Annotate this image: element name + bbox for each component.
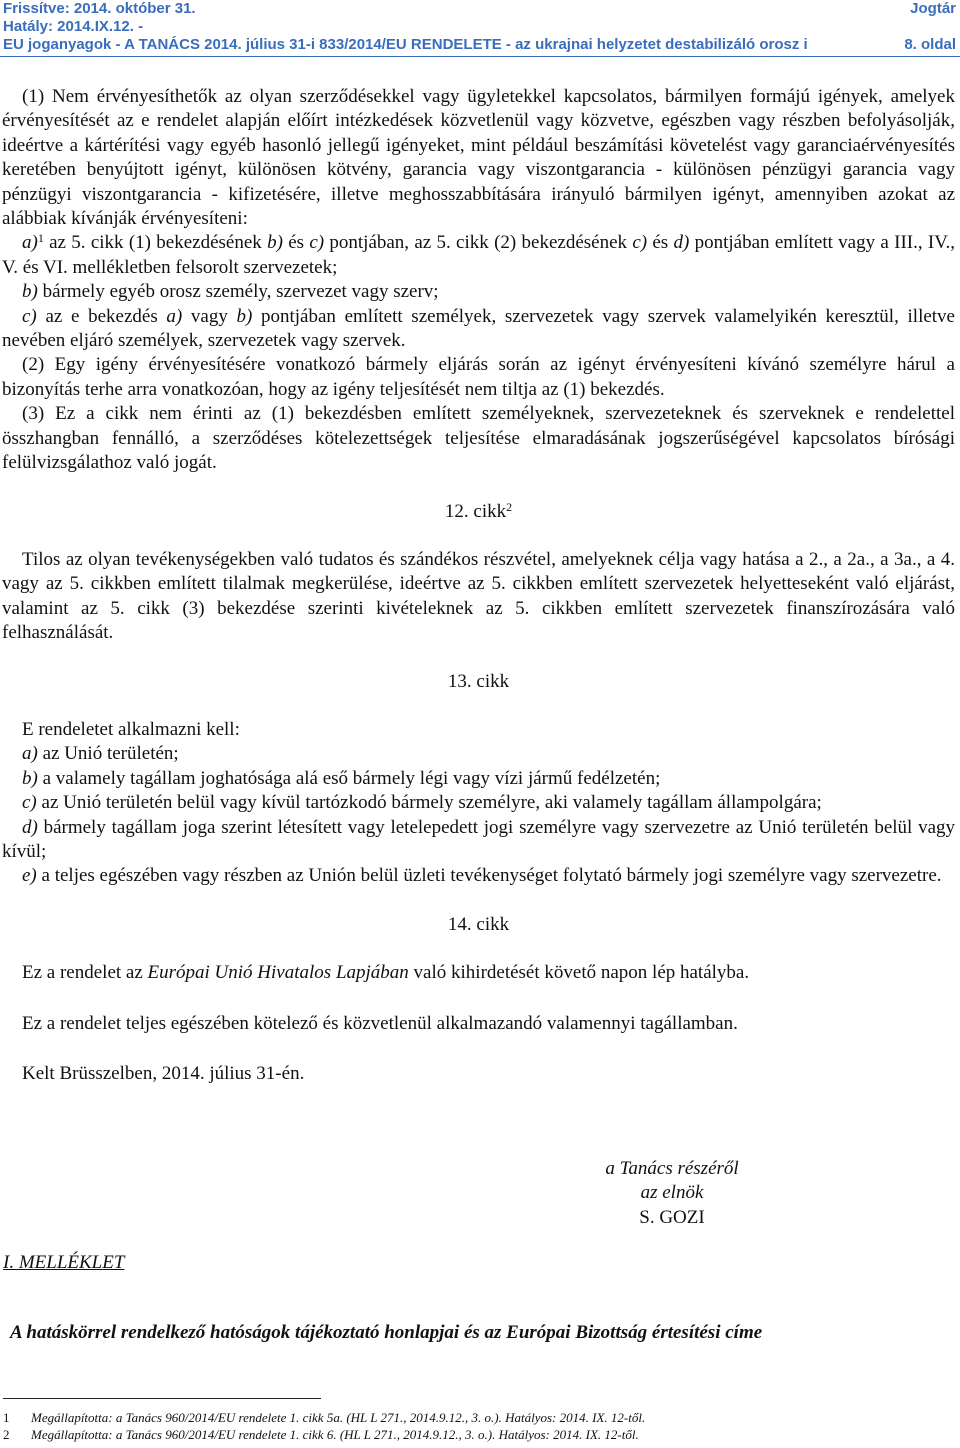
article-13-item-e: e) a teljes egészében vagy részben az Unión belül üzleti tevékenységet folytató bármely jogi személyre vagy szervezetre. [22, 865, 942, 887]
signatory-name: S. GOZI [639, 1206, 705, 1228]
article-14-paragraph-2: Ez a rendelet teljes egészében kötelező és közvetlenül alkalmazandó valamennyi tagállamban. [22, 1012, 738, 1034]
signature-role: a Tanács részéről [605, 1158, 739, 1179]
article-14-paragraph-1: Ez a rendelet az Európai Unió Hivatalos Lapjában való kihirdetését követő napon lép hatályba. [22, 962, 750, 984]
article-13-item-b: b) a valamely tagállam joghatósága alá eső bármely légi vagy vízi jármű fedélzetén; [22, 767, 661, 789]
article-13-item-c: c) az Unió területén belül vagy kívül tartózkodó bármely személyre, aki valamely tagállam állampolgára; [22, 792, 822, 814]
header-divider [0, 56, 960, 57]
article-11-paragraph-2: (2) Egy igény érvényesítésére vonatkozó bármely eljárás során az igényt érvényesíteni kívánó személyre hárul a bizonyítás terhe arra vonatkozóan, hogy az igény teljesítését nem tiltja az (1) bekezdés. [2, 354, 955, 400]
article-13-intro: E rendeletet alkalmazni kell: [22, 718, 240, 740]
article-11-item-c: c) az e bekezdés a) vagy b) pontjában említett személyek, szervezetek vagy szervek valamelyikén keresztül, illetve nevében eljáró személyek, szervezetek vagy szervek. [2, 305, 955, 352]
article-12-text: Tilos az olyan tevékenységekben való tudatos és szándékos részvétel, amelyeknek célja vagy hatása a 2., a 2a., a 3a., a 4. vagy az 5. cikkben említett tilalmak megkerülése, ideértve az 5. cikkben említett szervezetek helyetteseként való eljárást, valamint az 5. cikk (3) bekezdése szerinti kivételeknek az 5. cikkben említett szervezetek finanszírozására való felhasználását. [2, 548, 955, 644]
article-13-heading: 13. cikk [447, 670, 510, 692]
publisher-name: Jogtár [910, 0, 956, 17]
page-number: 8. oldal [904, 36, 956, 53]
article-11-item-b: b) bármely egyéb orosz személy, szervezet vagy szerv; [22, 281, 439, 303]
footnote-1: 1 Megállapította: a Tanács 960/2014/EU rendelete 1. cikk 5a. (HL L 271., 2014.9.12., 3. o.). Hatályos: 2014. IX. 12-től. [3, 1410, 646, 1425]
article-11-item-a: a)$^1$ az 5. cikk (1) bekezdésének b) és c) pontjában, az 5. cikk (2) bekezdésének c) és d) pontjában említett vagy a III., IV., V. és VI. mellékletben felsorolt szervezetek; [2, 231, 956, 278]
signature-title: az elnök [640, 1182, 704, 1204]
article-13-item-a: a) az Unió területén; [22, 743, 179, 765]
footnote-divider [3, 1398, 321, 1399]
document-title-line: EU joganyagok - A TANÁCS 2014. július 31-i 833/2014/EU RENDELETE - az ukrajnai helyzetet destabilizáló orosz i [3, 36, 808, 53]
article-13-item-d: d) bármely tagállam joga szerint létesített vagy letelepedett jogi személyre vagy szervezetre az Unió területén belül vagy kívül; [2, 816, 955, 862]
article-11-paragraph-3: (3) Ez a cikk nem érinti az (1) bekezdésben említett személyeknek, szervezeteknek és szerveknek e rendelettel összhangban fennálló, a szerződéses kötelezettségek teljesítése elmaradásának jogszerűségével kapcsolatos bírósági felülvizsgálathoz való jogát. [2, 403, 955, 474]
document-body [2, 85, 955, 1086]
effective-date: Hatály: 2014.IX.12. - [3, 18, 144, 35]
annex-label[interactable]: I. MELLÉKLET [3, 1252, 125, 1273]
article-12-heading: 12. cikk$^2$ [444, 499, 513, 522]
signature-block [582, 1157, 762, 1230]
annex-title: A hatáskörrel rendelkező hatóságok tájékoztató honlapjai és az Európai Bizottság értesítési címe [10, 1322, 763, 1343]
footnote-2: 2 Megállapította: a Tanács 960/2014/EU rendelete 1. cikk 6. (HL L 271., 2014.9.12., 3. o.). Hatályos: 2014. IX. 12-től. [3, 1427, 639, 1442]
article-11-paragraph-1: (1) Nem érvényesíthetők az olyan szerződésekkel vagy ügyletekkel kapcsolatos, bármilyen formájú igények, amelyek érvényesítését az e rendelet alapján előírt intézkedések közvetlenül vagy közvetve, egészben vagy részben befolyásolják, ideértve a kártérítési vagy egyéb hasonló jellegű igényeket, mint például beszámítási követelést vagy garanciaérvényesítés keretében benyújtott igényt, különösen kötvény, garancia vagy viszontgarancia - különösen pénzügyi garancia vagy pénzügyi viszontgarancia - kifizetésére, illetve meghosszabbítására irányuló bármilyen igényt, amennyiben azokat az alábbiak kívánják érvényesíteni: [2, 86, 955, 230]
article-14-heading: 14. cikk [447, 913, 510, 935]
place-and-date: Kelt Brüsszelben, 2014. július 31-én. [22, 1063, 305, 1084]
footnote-ref-2[interactable]: 2 [506, 499, 513, 514]
refresh-date: Frissítve: 2014. október 31. [3, 0, 196, 17]
footnote-ref-1[interactable]: 1 [37, 231, 44, 246]
